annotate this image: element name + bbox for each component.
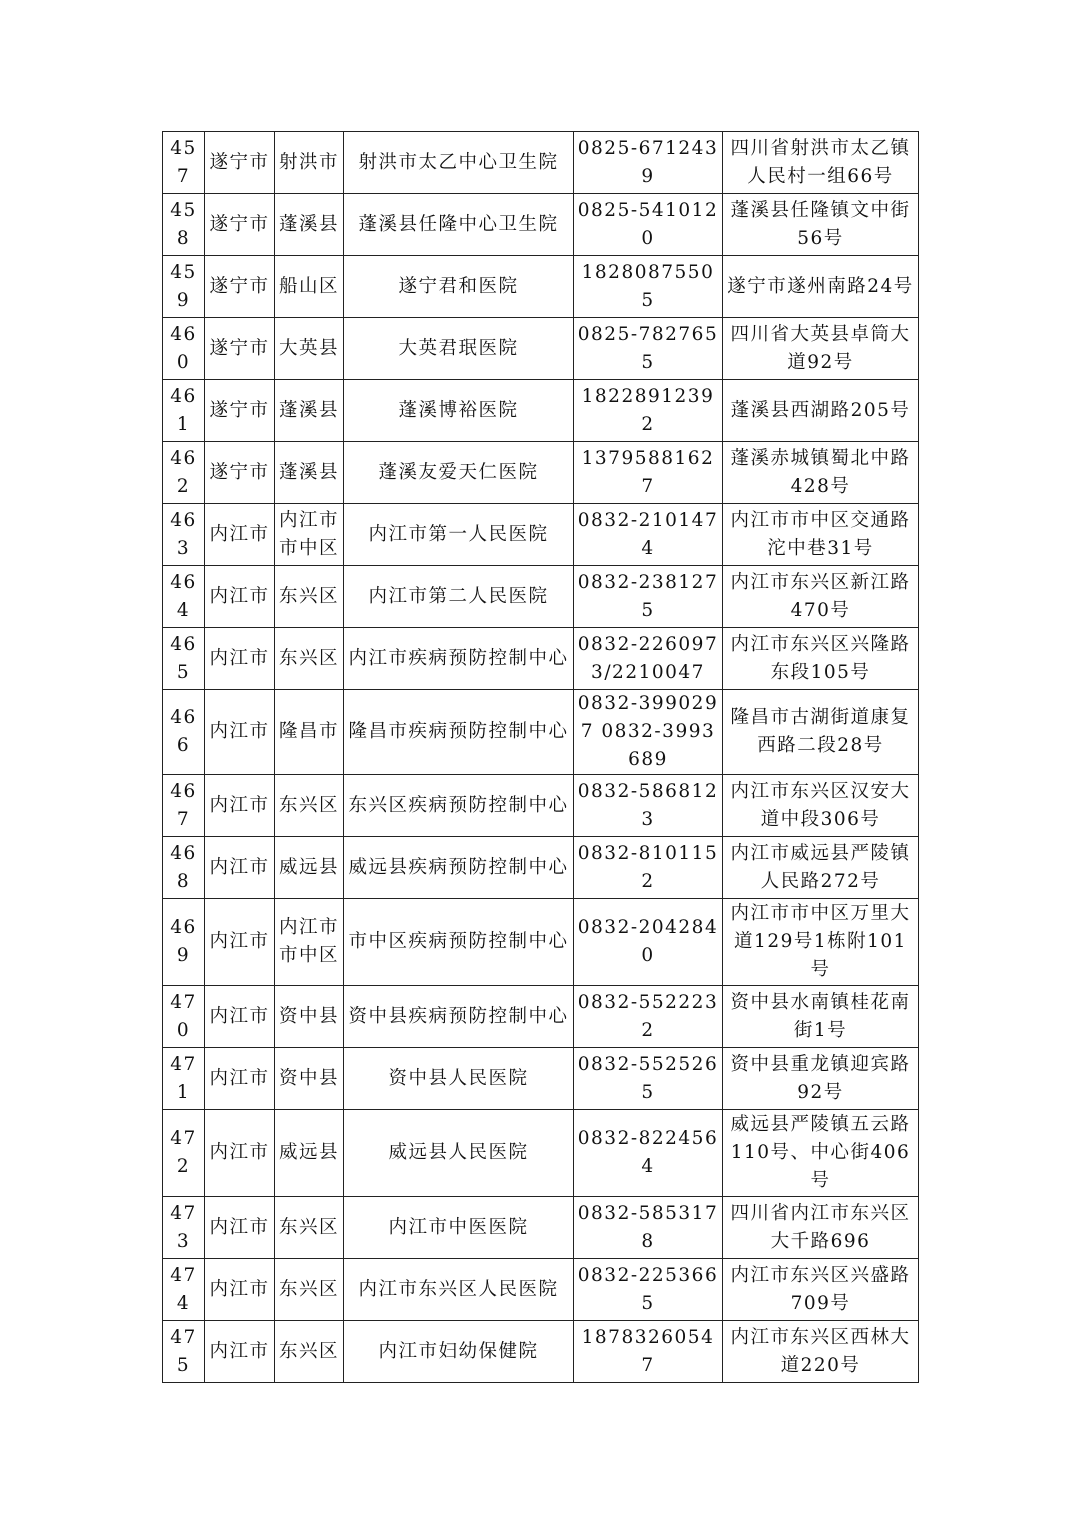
cell-number: 472	[163, 1110, 205, 1197]
cell-district: 蓬溪县	[275, 442, 344, 504]
cell-institution-name: 资中县疾病预防控制中心	[344, 986, 574, 1048]
cell-number: 475	[163, 1321, 205, 1383]
cell-address: 蓬溪赤城镇蜀北中路428号	[723, 442, 919, 504]
cell-district: 资中县	[275, 1048, 344, 1110]
table-row	[163, 380, 919, 442]
cell-number: 460	[163, 318, 205, 380]
cell-number: 461	[163, 380, 205, 442]
cell-phone: 0832-2381275	[574, 566, 723, 628]
cell-institution-name: 内江市东兴区人民医院	[344, 1259, 574, 1321]
cell-phone: 18783260547	[574, 1321, 723, 1383]
table-row	[163, 132, 919, 194]
cell-phone: 0832-3990297 0832-3993689	[574, 690, 723, 775]
cell-address: 资中县水南镇桂花南街1号	[723, 986, 919, 1048]
cell-phone: 0832-2101474	[574, 504, 723, 566]
cell-phone: 0832-8101152	[574, 837, 723, 899]
table-row	[163, 628, 919, 690]
cell-city: 内江市	[205, 837, 275, 899]
cell-number: 474	[163, 1259, 205, 1321]
cell-address: 威远县严陵镇五云路110号、中心街406号	[723, 1110, 919, 1197]
cell-district: 蓬溪县	[275, 194, 344, 256]
cell-phone: 0832-2042840	[574, 899, 723, 986]
cell-address: 遂宁市遂州南路24号	[723, 256, 919, 318]
cell-institution-name: 内江市疾病预防控制中心	[344, 628, 574, 690]
cell-number: 466	[163, 690, 205, 775]
cell-number: 469	[163, 899, 205, 986]
cell-institution-name: 威远县人民医院	[344, 1110, 574, 1197]
cell-district: 东兴区	[275, 775, 344, 837]
cell-district: 射洪市	[275, 132, 344, 194]
cell-district: 东兴区	[275, 1197, 344, 1259]
cell-address: 内江市市中区交通路沱中巷31号	[723, 504, 919, 566]
table-row	[163, 837, 919, 899]
table-row	[163, 194, 919, 256]
table-row	[163, 1259, 919, 1321]
cell-district: 大英县	[275, 318, 344, 380]
table-row	[163, 690, 919, 775]
cell-institution-name: 市中区疾病预防控制中心	[344, 899, 574, 986]
cell-phone: 0825-5410120	[574, 194, 723, 256]
cell-address: 内江市东兴区西林大道220号	[723, 1321, 919, 1383]
cell-number: 457	[163, 132, 205, 194]
cell-district: 东兴区	[275, 566, 344, 628]
table-body	[163, 132, 919, 1383]
table-row	[163, 1197, 919, 1259]
cell-number: 464	[163, 566, 205, 628]
cell-city: 内江市	[205, 986, 275, 1048]
cell-institution-name: 蓬溪博裕医院	[344, 380, 574, 442]
cell-phone: 0832-2260973/2210047	[574, 628, 723, 690]
cell-city: 内江市	[205, 1048, 275, 1110]
cell-phone: 0832-5868123	[574, 775, 723, 837]
cell-institution-name: 蓬溪县任隆中心卫生院	[344, 194, 574, 256]
cell-number: 471	[163, 1048, 205, 1110]
table-row	[163, 1048, 919, 1110]
cell-address: 内江市东兴区汉安大道中段306号	[723, 775, 919, 837]
cell-district: 蓬溪县	[275, 380, 344, 442]
cell-address: 四川省射洪市太乙镇人民村一组66号	[723, 132, 919, 194]
cell-address: 蓬溪县西湖路205号	[723, 380, 919, 442]
cell-city: 遂宁市	[205, 256, 275, 318]
cell-city: 内江市	[205, 1197, 275, 1259]
cell-city: 内江市	[205, 628, 275, 690]
cell-address: 资中县重龙镇迎宾路92号	[723, 1048, 919, 1110]
cell-city: 内江市	[205, 504, 275, 566]
table-row	[163, 1321, 919, 1383]
cell-phone: 0832-5525265	[574, 1048, 723, 1110]
cell-institution-name: 射洪市太乙中心卫生院	[344, 132, 574, 194]
table-row	[163, 566, 919, 628]
cell-institution-name: 隆昌市疾病预防控制中心	[344, 690, 574, 775]
cell-address: 隆昌市古湖街道康复西路二段28号	[723, 690, 919, 775]
cell-district: 东兴区	[275, 628, 344, 690]
table-row	[163, 775, 919, 837]
cell-number: 463	[163, 504, 205, 566]
cell-phone: 13795881627	[574, 442, 723, 504]
cell-number: 465	[163, 628, 205, 690]
cell-phone: 0832-8224564	[574, 1110, 723, 1197]
cell-district: 威远县	[275, 837, 344, 899]
cell-city: 内江市	[205, 1321, 275, 1383]
table-row	[163, 442, 919, 504]
cell-district: 资中县	[275, 986, 344, 1048]
cell-city: 内江市	[205, 566, 275, 628]
cell-phone: 0832-2253665	[574, 1259, 723, 1321]
cell-institution-name: 蓬溪友爱天仁医院	[344, 442, 574, 504]
cell-institution-name: 遂宁君和医院	[344, 256, 574, 318]
cell-phone: 18228912392	[574, 380, 723, 442]
cell-city: 内江市	[205, 690, 275, 775]
table-row	[163, 256, 919, 318]
cell-institution-name: 资中县人民医院	[344, 1048, 574, 1110]
table-row	[163, 318, 919, 380]
table-row	[163, 899, 919, 986]
cell-number: 462	[163, 442, 205, 504]
cell-district: 隆昌市	[275, 690, 344, 775]
cell-institution-name: 大英君珉医院	[344, 318, 574, 380]
cell-number: 470	[163, 986, 205, 1048]
cell-institution-name: 内江市妇幼保健院	[344, 1321, 574, 1383]
cell-number: 473	[163, 1197, 205, 1259]
cell-city: 遂宁市	[205, 318, 275, 380]
cell-address: 四川省内江市东兴区大千路696	[723, 1197, 919, 1259]
cell-city: 内江市	[205, 1110, 275, 1197]
cell-city: 内江市	[205, 775, 275, 837]
table-row	[163, 1110, 919, 1197]
table-row	[163, 986, 919, 1048]
cell-city: 遂宁市	[205, 442, 275, 504]
cell-number: 467	[163, 775, 205, 837]
cell-institution-name: 威远县疾病预防控制中心	[344, 837, 574, 899]
cell-number: 468	[163, 837, 205, 899]
cell-phone: 0832-5853178	[574, 1197, 723, 1259]
cell-phone: 0825-7827655	[574, 318, 723, 380]
cell-district: 东兴区	[275, 1321, 344, 1383]
cell-district: 内江市市中区	[275, 504, 344, 566]
cell-address: 四川省大英县卓筒大道92号	[723, 318, 919, 380]
cell-phone: 18280875505	[574, 256, 723, 318]
cell-number: 458	[163, 194, 205, 256]
cell-district: 威远县	[275, 1110, 344, 1197]
cell-city: 内江市	[205, 899, 275, 986]
cell-district: 内江市市中区	[275, 899, 344, 986]
cell-institution-name: 东兴区疾病预防控制中心	[344, 775, 574, 837]
cell-city: 遂宁市	[205, 132, 275, 194]
cell-address: 内江市东兴区兴隆路东段105号	[723, 628, 919, 690]
institution-table	[162, 131, 919, 1383]
cell-institution-name: 内江市第一人民医院	[344, 504, 574, 566]
cell-address: 内江市东兴区新江路470号	[723, 566, 919, 628]
cell-institution-name: 内江市第二人民医院	[344, 566, 574, 628]
cell-number: 459	[163, 256, 205, 318]
cell-address: 内江市东兴区兴盛路709号	[723, 1259, 919, 1321]
cell-city: 遂宁市	[205, 194, 275, 256]
cell-address: 内江市市中区万里大道129号1栋附101号	[723, 899, 919, 986]
table-row	[163, 504, 919, 566]
cell-address: 蓬溪县任隆镇文中街56号	[723, 194, 919, 256]
cell-city: 内江市	[205, 1259, 275, 1321]
cell-phone: 0832-5522232	[574, 986, 723, 1048]
cell-phone: 0825-6712439	[574, 132, 723, 194]
cell-institution-name: 内江市中医医院	[344, 1197, 574, 1259]
cell-city: 遂宁市	[205, 380, 275, 442]
cell-address: 内江市威远县严陵镇人民路272号	[723, 837, 919, 899]
cell-district: 东兴区	[275, 1259, 344, 1321]
cell-district: 船山区	[275, 256, 344, 318]
